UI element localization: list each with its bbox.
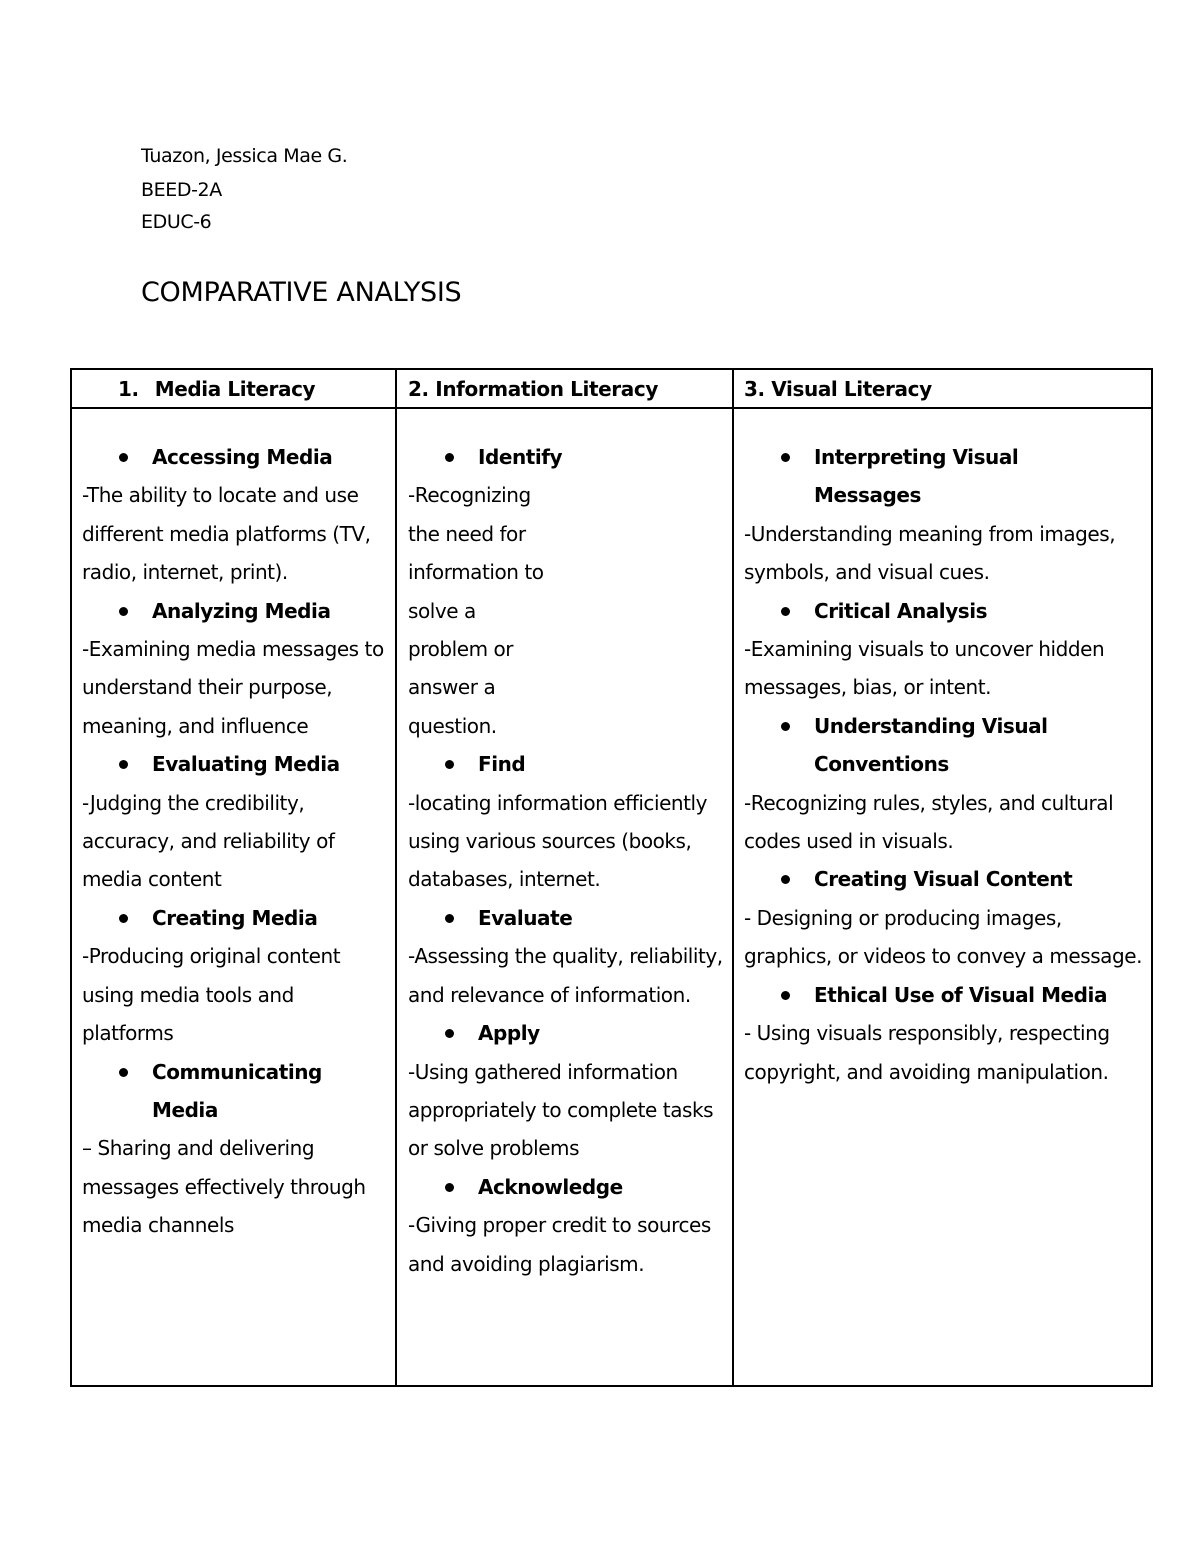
list-item-description: -Assessing the quality, reliability, and relevance of information. — [408, 944, 723, 1007]
table-right-border — [1151, 368, 1153, 1387]
list-item-description: -Judging the credibility, accuracy, and reliability of media content — [82, 790, 335, 892]
table-header-divider — [70, 407, 1153, 409]
column-information-literacy — [408, 438, 726, 1283]
list-item-title: Accessing Media — [82, 438, 388, 476]
table-left-border — [70, 368, 72, 1387]
table-column-divider-2 — [732, 368, 734, 1387]
list-item-description: -Producing original content using media tools and platforms — [82, 944, 341, 1046]
column-visual-literacy — [744, 438, 1144, 1091]
column-heading: Media Literacy — [154, 377, 316, 401]
list-item-description: – Sharing and delivering messages effectively through media channels — [82, 1136, 366, 1238]
column-header-information-literacy — [408, 376, 658, 402]
list-item-title: Evaluate — [408, 899, 726, 937]
column-header-media-literacy — [118, 376, 315, 402]
list-item-description: -Understanding meaning from images, symbols, and visual cues. — [744, 521, 1116, 585]
column-number: 3. — [744, 377, 765, 401]
list-item-description: -Examining visuals to uncover hidden messages, bias, or intent. — [744, 637, 1105, 700]
list-item-title: Apply — [408, 1014, 726, 1052]
table-top-border — [70, 368, 1153, 370]
list-item-description: -Using gathered information appropriately to complete tasks or solve problems — [408, 1059, 714, 1161]
table-bottom-border — [70, 1385, 1153, 1387]
list-item-description: -locating information efficiently using various sources (books, databases, internet. — [408, 790, 708, 892]
list-item-description: -Examining media messages to understand their purpose, meaning, and influence — [82, 637, 384, 738]
list-item-title: Identify — [408, 438, 726, 476]
list-item-description: - Designing or producing images, graphics, or videos to convey a message. — [744, 905, 1142, 969]
page-title: COMPARATIVE ANALYSIS — [141, 277, 462, 308]
list-item-title: Analyzing Media — [82, 592, 388, 630]
column-number: 1. — [118, 377, 139, 401]
list-item-title: Acknowledge — [408, 1168, 726, 1206]
list-item-description: -Recognizing the need for information to solve a problem or answer a question. — [408, 483, 544, 738]
student-name: Tuazon, Jessica Mae G. — [141, 145, 348, 167]
list-item-title: Critical Analysis — [744, 592, 1144, 630]
list-item-title: Ethical Use of Visual Media — [744, 976, 1144, 1014]
list-item-description: -The ability to locate and use different media platforms (TV, radio, internet, print). — [82, 483, 371, 585]
list-item-title: Understanding Visual Conventions — [744, 707, 1144, 784]
list-item-title: Find — [408, 745, 726, 783]
list-item-title: Interpreting Visual Messages — [744, 438, 1144, 515]
student-course: EDUC-6 — [141, 211, 212, 233]
list-item-description: - Using visuals responsibly, respecting copyright, and avoiding manipulation. — [744, 1021, 1110, 1084]
list-item-title: Creating Visual Content — [744, 860, 1144, 898]
student-section: BEED-2A — [141, 179, 222, 201]
list-item-title: Evaluating Media — [82, 745, 388, 783]
column-heading: Visual Literacy — [771, 377, 932, 401]
list-item-description: -Giving proper credit to sources and avoiding plagiarism. — [408, 1213, 711, 1276]
column-media-literacy — [82, 438, 388, 1245]
list-item-title: Communicating Media — [82, 1053, 388, 1130]
column-number: 2. — [408, 377, 429, 401]
list-item-description: -Recognizing rules, styles, and cultural codes used in visuals. — [744, 790, 1114, 854]
column-heading: Information Literacy — [435, 377, 658, 401]
column-header-visual-literacy — [744, 376, 932, 402]
table-column-divider-1 — [395, 368, 397, 1387]
list-item-title: Creating Media — [82, 899, 388, 937]
